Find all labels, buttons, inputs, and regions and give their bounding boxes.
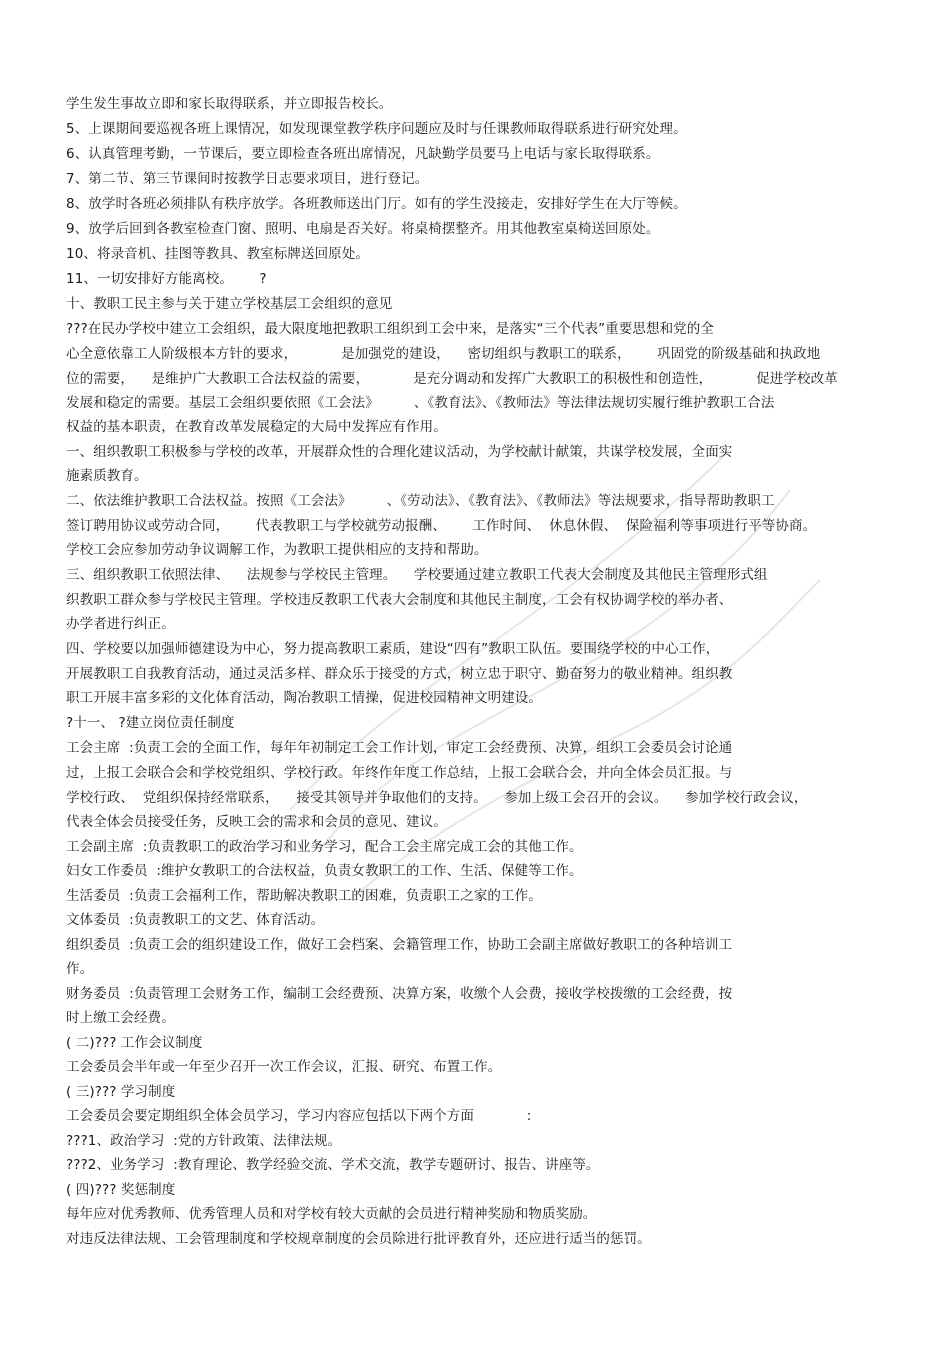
text-line: 学校行政、 党组织保持经常联系， 接受其领导并争取他们的支持。 参加上级工会召开的会议。 参加学校行政会议， — [66, 790, 808, 806]
text-line: 时上缴工会经费。 — [66, 1010, 175, 1026]
text-line: 施素质教育。 — [66, 468, 148, 484]
text-line: 开展教职工自我教育活动，通过灵活多样、群众乐于接受的方式，树立忠于职守、勤奋努力的敬业精神。组织教 — [66, 666, 733, 682]
text-line: 作。 — [66, 961, 94, 977]
text-line: 织教职工群众参与学校民主管理。学校违反教职工代表大会制度和其他民主制度，工会有权协调学校的举办者、 — [66, 592, 733, 608]
text-line: 四、学校要以加强师德建设为中心，努力提高教职工素质，建设“四有”教职工队伍。要围绕学校的中心工作， — [66, 641, 720, 657]
text-line: 工会委员会要定期组织全体会员学习，学习内容应包括以下两个方面 : — [66, 1108, 532, 1124]
text-line: 发展和稳定的需要。基层工会组织要依照《工会法》 、《教育法》、《教师法》等法律法规切实履行维护教职工合法 — [66, 395, 775, 411]
text-line: 学生发生事故立即和家长取得联系，并立即报告校长。 — [66, 96, 393, 112]
text-line: 签订聘用协议或劳动合同， 代表教职工与学校就劳动报酬、 工作时间、 休息休假、 保险福利等事项进行平等协商。 — [66, 518, 817, 534]
text-line: ?十一、 ?建立岗位责任制度 — [66, 715, 235, 731]
text-line: 8、放学时各班必须排队有秩序放学。各班教师送出门厅。如有的学生没接走，安排好学生在大厅等候。 — [66, 196, 687, 212]
text-line: 代表全体会员接受任务，反映工会的需求和会员的意见、建议。 — [66, 814, 447, 830]
text-line: 5、上课期间要巡视各班上课情况，如发现课堂教学秩序问题应及时与任课教师取得联系进行研究处理。 — [66, 121, 687, 137]
text-line: 10、将录音机、挂图等教具、教室标牌送回原处。 — [66, 246, 369, 262]
text-line: 9、放学后回到各教室检查门窗、照明、电扇是否关好。将桌椅摆整齐。用其他教室桌椅送回原处。 — [66, 221, 660, 237]
text-line: ( 二)??? 工作会议制度 — [66, 1035, 203, 1051]
text-line: ???1、政治学习 :党的方针政策、法律法规。 — [66, 1133, 342, 1149]
text-line: ( 四)??? 奖惩制度 — [66, 1182, 176, 1198]
text-line: 一、组织教职工积极参与学校的改革，开展群众性的合理化建议活动，为学校献计献策，共谋学校发展，全面实 — [66, 444, 733, 460]
text-line: 工会委员会半年或一年至少召开一次工作会议，汇报、研究、布置工作。 — [66, 1059, 502, 1075]
text-line: 组织委员 :负责工会的组织建设工作，做好工会档案、会籍管理工作，协助工会副主席做好教职工的各种培训工 — [66, 937, 733, 953]
text-line: 妇女工作委员 :维护女教职工的合法权益，负责女教职工的工作、生活、保健等工作。 — [66, 863, 583, 879]
text-line: 每年应对优秀教师、优秀管理人员和对学校有较大贡献的会员进行精神奖励和物质奖励。 — [66, 1206, 597, 1222]
text-line: 7、第二节、第三节课间时按教学日志要求项目，进行登记。 — [66, 171, 429, 187]
text-line: 工会主席 :负责工会的全面工作，每年年初制定工会工作计划，审定工会经费预、决算，组织工会委员会讨论通 — [66, 740, 733, 756]
text-line: 对违反法律法规、工会管理制度和学校规章制度的会员除进行批评教育外，还应进行适当的惩罚。 — [66, 1231, 651, 1247]
text-line: 6、认真管理考勤，一节课后，要立即检查各班出席情况，凡缺勤学员要马上电话与家长取得联系。 — [66, 146, 660, 162]
text-line: 职工开展丰富多彩的文化体育活动，陶冶教职工情操，促进校园精神文明建设。 — [66, 690, 542, 706]
text-line: 文体委员 :负责教职工的文艺、体育活动。 — [66, 912, 325, 928]
text-line: 11、一切安排好方能离校。 ? — [66, 271, 267, 287]
text-line: 十、教职工民主参与关于建立学校基层工会组织的意见 — [66, 296, 393, 312]
text-line: 学校工会应参加劳动争议调解工作，为教职工提供相应的支持和帮助。 — [66, 542, 488, 558]
text-line: 位的需要， 是维护广大教职工合法权益的需要， 是充分调动和发挥广大教职工的积极性和创造性， 促进学校改革 — [66, 371, 838, 387]
text-line: 生活委员 :负责工会福利工作，帮助解决教职工的困难，负责职工之家的工作。 — [66, 888, 542, 904]
text-line: 办学者进行纠正。 — [66, 616, 175, 632]
text-line: ( 三)??? 学习制度 — [66, 1084, 176, 1100]
text-line: 心全意依靠工人阶级根本方针的要求， 是加强党的建设， 密切组织与教职工的联系， 巩固党的阶级基础和执政地 — [66, 346, 821, 362]
text-line: 二、依法维护教职工合法权益。按照《工会法》 、《劳动法》、《教育法》、《教师法》等法规要求，指导帮助教职工 — [66, 493, 775, 509]
text-line: ???2、业务学习 :教育理论、教学经验交流、学术交流，教学专题研讨、报告、讲座等。 — [66, 1157, 600, 1173]
text-line: 财务委员 :负责管理工会财务工作，编制工会经费预、决算方案，收缴个人会费，接收学校拨缴的工会经费，按 — [66, 986, 733, 1002]
text-line: 工会副主席 :负责教职工的政治学习和业务学习，配合工会主席完成工会的其他工作。 — [66, 839, 583, 855]
text-line: ???在民办学校中建立工会组织，最大限度地把教职工组织到工会中来，是落实“三个代表”重要思想和党的全 — [66, 321, 714, 337]
text-line: 权益的基本职责，在教育改革发展稳定的大局中发挥应有作用。 — [66, 419, 447, 435]
text-line: 三、组织教职工依照法律、 法规参与学校民主管理。 学校要通过建立教职工代表大会制度及其他民主管理形式组 — [66, 567, 768, 583]
text-line: 过，上报工会联合会和学校党组织、学校行政。年终作年度工作总结，上报工会联合会，并向全体会员汇报。与 — [66, 765, 733, 781]
